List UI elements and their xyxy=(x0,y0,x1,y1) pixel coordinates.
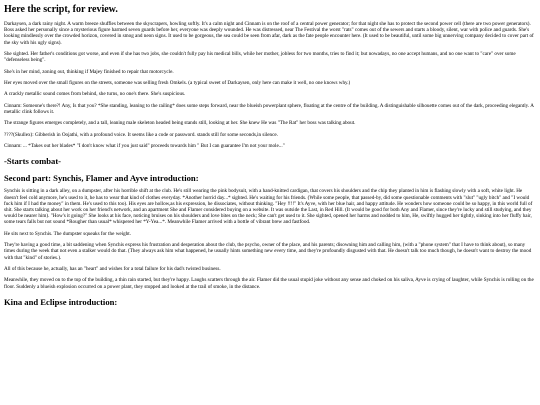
third-part-section xyxy=(4,297,536,307)
combat-heading: -Starts combat- xyxy=(4,156,62,167)
paragraph: Synchis is sitting in a dark alley, on a dumpster, after his horrible shift at the club. He's still wearing the pink bodysuit, with a hand-knitted cardigan, that covers his shoulders and the chip they planted in him is flashing slowly with a soft, white light. He doesn't feel cold anymore, he's used to it, he has to wear that kind of clothes everyday. *Another horrid day...* sighted. He's waiting for his friends. (While some people, that passed-by, did some questionable comments with "slut" "ugly bitch" and "I would fuck him if I had the money" in them. He's used to this too). His eyes are hollow,as his expression, he dissociates, without thinking. "Hey !!!!" It's Ayve, with her blue hair, and happy attitude. He wonders how someone could be so happy, in this world full of shit. She starts talking about her work on her friend's network, and an apartment She and Flamer considered buying on a website. It was outside the Last, in Red Hill. (It would be good for both Any and Flamer, since they're lucky and still studying, and they would be nearer him). "How's it going?" She looks at his face, noticing bruises on his shoulders and love bites on the neck; She can't get used to it. She sighted, opened her harms and nodded to him, He, swiftly hugged her tightly, sinking into her fluffy hair, some tears falls but not sound *Rougher than usual* whispered her *Y-Yea...*. Meanwhile Flamer arrived with a bottle of vibrant brew and fastfood. xyxy=(4,188,533,226)
paragraph: He sits next to Synchis. The dumpster squeaks for the weight. xyxy=(4,230,131,237)
second-part-section xyxy=(4,173,536,289)
paragraph: ????(Skullex): Gibberish in Oojathi, with a profound voice. It seems like a code or password. stands still for some seconds,in silence. xyxy=(4,131,278,138)
paragraph: She sighted. Her father's conditions got worse, and even if she has two jobs, she couldn't fully pay his medical bills, while her mother, jobless for two months, tries to find it; but nowadays, no one accept humans, and no one want to "care" over some "defenseless being". xyxy=(4,51,516,64)
paragraph: Darkaysen, a dark rainy night. A warm breeze shuffles between the skyscrapers, howling softly. It's a calm night and Cinnam is on the roof of a central power generator; for that night she has to protect the second power cell (there are two power generators). Boss asked her personally since a mysterious figure harmed seven guards before her, everyone was deeply wounded. He was distressed, near The Festival the worst "rats" comes out of the sewers and starts a bloody, silent, war with police and guards. She's looking mindlessly over the crowded horizon, covered in smog and neon signs. It used to be gorgeous, the sea could be seen from afar, dark as the fate people encounter here. (It used to be beautiful, until some big unnerving company decided to cover part of the sky with his ugly signs). xyxy=(4,21,534,46)
paragraph: Cinnam: Someone's there?! Any, Is that you? *She standing, leaning to the railing* does some steps forward, near the blueish powerplant sphere, floating at the centre of the building. A distinguishable silhouette comes out of the dark, proceeding elegantly. A metallic clink follows it. xyxy=(4,102,534,115)
script-document xyxy=(4,4,536,312)
paragraph: The strange figures emerges completely, and a tall, leaning male skeleton headed being stands still, looking at her. She knew He was "The Rat" her boss was talking about. xyxy=(4,120,356,127)
paragraph: Meanwhile, they moved on to the top of the building, a thin rain started, but they're happy. Laughs scatters through the air. Flamer did the usual stupid joke without any sense and choked on his saliva, Ayve is crying of laughter, while Synchis is rolling on the floor. Suddenly a blueish explosion occurred on a power plant, they stopped and looked at the trail of smoke, in the distance. xyxy=(4,277,534,290)
paragraph: Cinnam: ... *Takes out her blades* "I don't know what if you just said" proceeds towards him " But I can guarantee I'm not your mole..." xyxy=(4,143,285,150)
paragraph: She's in her mind, zoning out, thinking if Majey finished to repair that motorcycle. xyxy=(4,68,174,75)
section-heading: Second part: Synchis, Flamer and Ayve introduction: xyxy=(4,173,199,184)
paragraph: Her eyes moved over the small figures on the streets, someone was selling fresh Omkels. (a typical sweet of Darkaysen, only here can make it well, no one knows why.) xyxy=(4,79,351,86)
section-heading: Kina and Eclipse introduction: xyxy=(4,296,118,307)
document-title: Here the script, for review. xyxy=(4,4,118,15)
paragraph: They're having a good time, a bit saddening when Synchis express his frustration and desperation about the club, the psycho, owner of the place, and his parents; disowning him and calling him, (with a "phone system" that I have to think about), so many times during the week that not even a stalker would do that. (They always ask him what happened, he usually hints something new every time, and they're profoundly disgusted with that. He doesn't talk too much though, he doesn't want to destroy the mood with that "kind" of stories.). xyxy=(4,242,532,261)
first-part-section xyxy=(4,21,536,149)
paragraph: A crackly metallic sound comes from behind, she turns, no one's there. She's suspicious. xyxy=(4,91,186,98)
paragraph: All of this because he, actually, has an "heart" and wishes for a total failure for his dad's twisted business. xyxy=(4,265,221,272)
